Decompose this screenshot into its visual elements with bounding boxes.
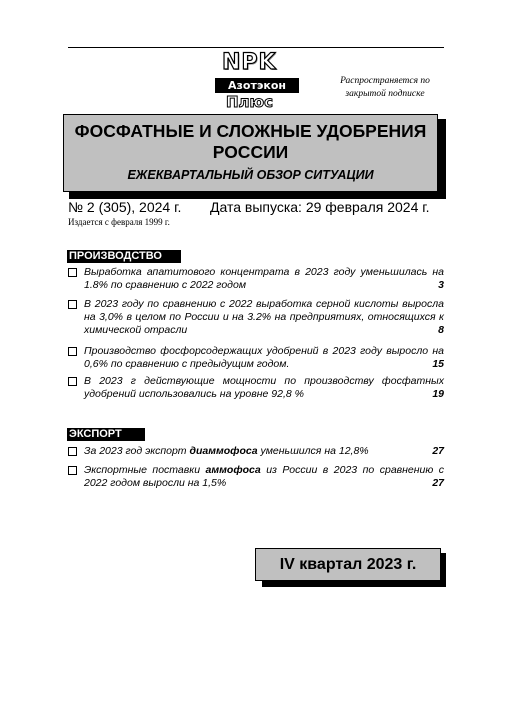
product-name: диаммофоса [189,445,258,457]
subscription-note: Распространяется по закрытой подписке [340,76,430,99]
section-export-heading: ЭКСПОРТ [67,428,145,441]
checkbox-bullet [68,268,77,277]
page-number: 3 [438,279,444,291]
checkbox-bullet [68,347,77,356]
item-text: Экспортные поставки аммофоса из России в 2023 по сравнению с 2022 годом выросли на 1,5% [84,464,445,489]
page-number: 15 [432,358,444,370]
quarter-label: IV квартал 2023 г. [255,548,441,581]
checkbox-bullet [68,300,77,309]
item-text: Производство фосфорсодержащих удобрений в 2023 году выросло на 0,6% по сравнению с предыдущим годом. [84,345,444,370]
logo-plus: Плюс [226,93,274,111]
product-name: аммофоса [205,464,261,476]
published-since: Издается с февраля 1999 г. [68,217,170,227]
list-item[interactable] [68,375,444,401]
page-number: 27 [432,445,444,457]
checkbox-bullet [68,447,77,456]
item-text: За 2023 год экспорт диаммофоса уменьшился на 12,8% [84,445,369,457]
issue-number: № 2 (305), 2024 г. [68,199,182,215]
logo-azotekon: Азотэкон [215,78,299,93]
title-box [63,114,438,192]
list-item[interactable] [68,445,444,458]
page-number: 19 [432,388,444,400]
logo-npk: NPK [222,50,277,75]
list-item[interactable] [68,464,444,490]
page-number: 8 [438,324,444,336]
page-number: 27 [432,477,444,489]
top-rule [68,47,444,48]
checkbox-bullet [68,466,77,475]
checkbox-bullet [68,377,77,386]
item-text: В 2023 г действующие мощности по производству фосфатных удобрений использовались на уровне 92,8 % [84,375,444,400]
item-text: В 2023 году по сравнению с 2022 выработка серной кислоты выросла на 3,0% в целом по России и на 3.2% на предприятиях, относящихся к химической отрасли [84,298,444,336]
list-item[interactable] [68,298,444,337]
page-subtitle: ЕЖЕКВАРТАЛЬНЫЙ ОБЗОР СИТУАЦИИ [127,168,374,182]
page-title: ФОСФАТНЫЕ И СЛОЖНЫЕ УДОБРЕНИЯ РОССИИ [74,121,427,162]
list-item[interactable] [68,266,444,292]
item-text: Выработка апатитового концентрата в 2023 году уменьшилась на 1.8% по сравнению с 2022 годом [84,266,444,291]
release-date: Дата выпуска: 29 февраля 2024 г. [210,199,430,215]
list-item[interactable] [68,345,444,371]
section-production-heading: ПРОИЗВОДСТВО [67,250,181,263]
